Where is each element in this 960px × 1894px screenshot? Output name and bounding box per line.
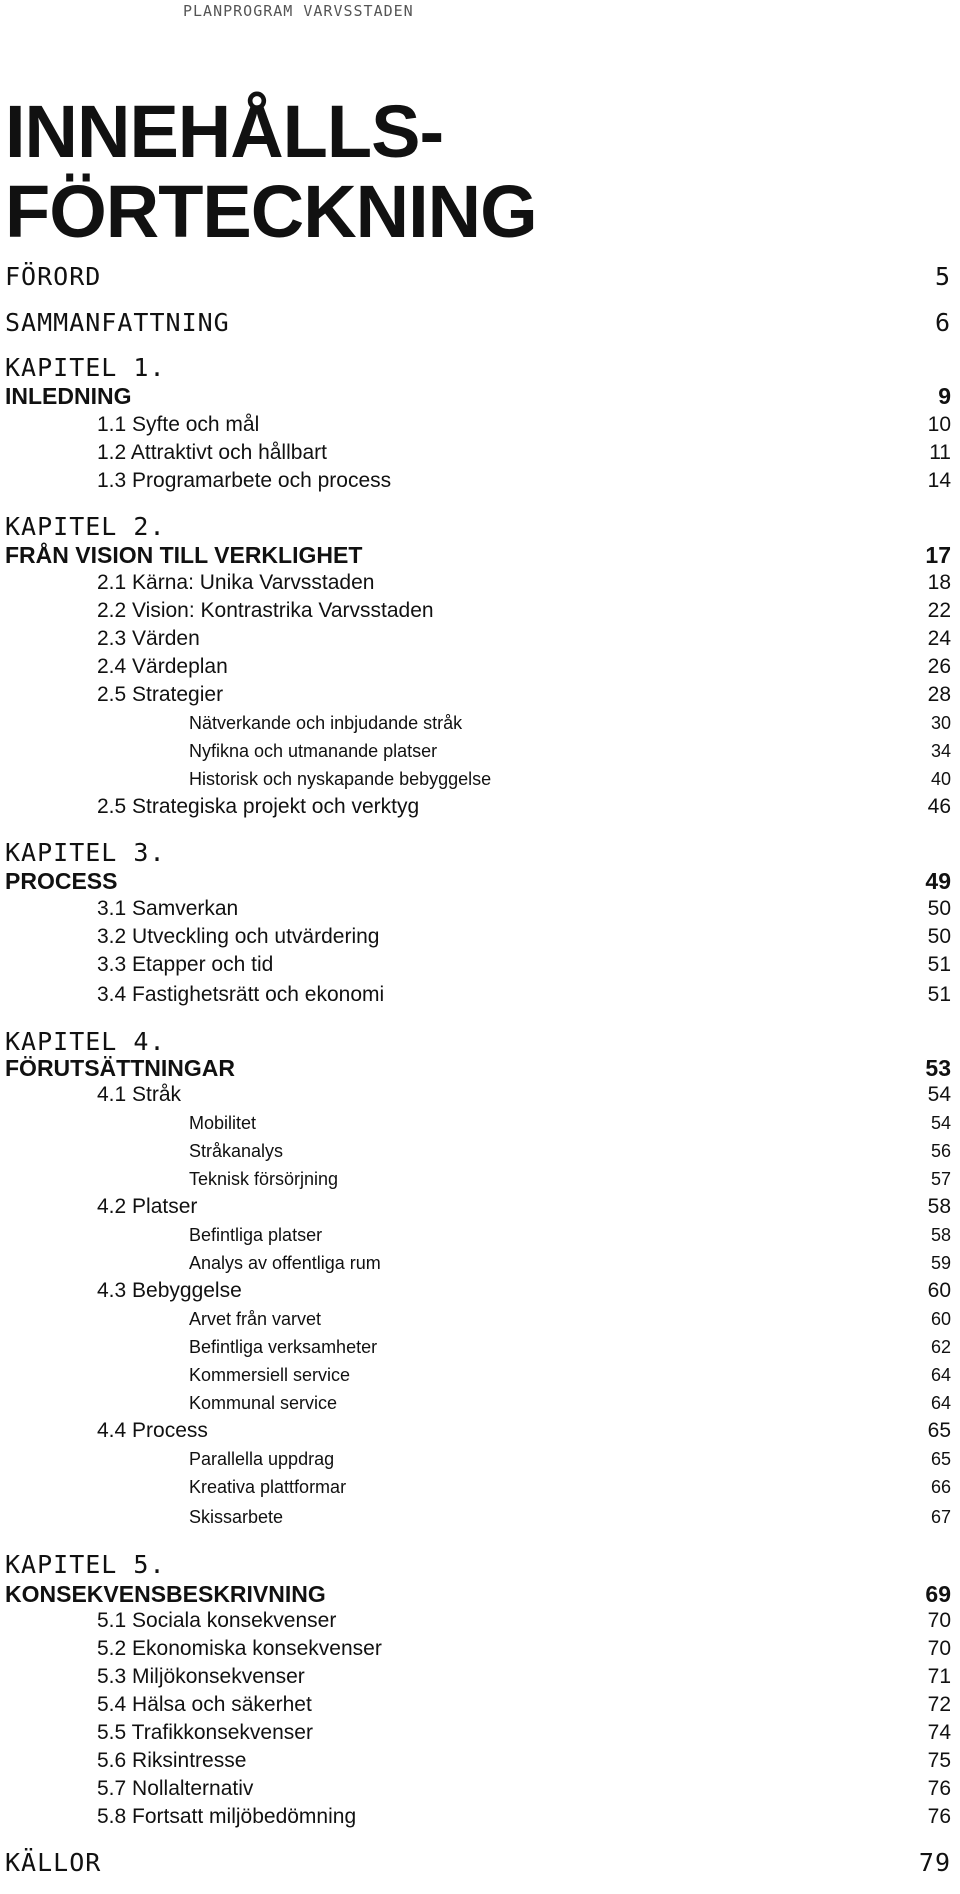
toc-entry-label: 2.1 Kärna: Unika Varvsstaden bbox=[97, 571, 375, 594]
toc-entry-label: 5.8 Fortsatt miljöbedömning bbox=[97, 1805, 357, 1828]
toc-page-number: 76 bbox=[927, 1777, 951, 1800]
toc-entry-label: 1.1 Syfte och mål bbox=[97, 413, 260, 436]
toc-entry-label: 4.2 Platser bbox=[97, 1195, 198, 1218]
toc-page-number: 70 bbox=[927, 1609, 951, 1632]
toc-entry-label: 5.6 Riksintresse bbox=[97, 1749, 247, 1772]
toc-entry-label: 3.4 Fastighetsrätt och ekonomi bbox=[97, 983, 385, 1006]
toc-entry-label: 4.4 Process bbox=[97, 1419, 208, 1442]
toc-page-number: 50 bbox=[927, 925, 951, 948]
toc-page-number: 66 bbox=[930, 1477, 951, 1497]
toc-page-number: 67 bbox=[930, 1507, 951, 1527]
toc-entry-label: 5.5 Trafikkonsekvenser bbox=[97, 1721, 313, 1744]
toc-entry-label: Historisk och nyskapande bebyggelse bbox=[189, 769, 492, 789]
toc-page-number: 79 bbox=[918, 1848, 951, 1877]
toc-page-number: 28 bbox=[927, 683, 951, 706]
toc-page-number: 51 bbox=[927, 953, 951, 976]
toc-page-number: 46 bbox=[927, 795, 951, 818]
toc-page-number: 54 bbox=[930, 1113, 951, 1133]
toc-page-number: 22 bbox=[927, 599, 951, 622]
toc-entry-label: 5.4 Hälsa och säkerhet bbox=[97, 1693, 312, 1716]
toc-entry-label: Kreativa plattformar bbox=[189, 1477, 347, 1497]
toc-entry-label: Stråkanalys bbox=[189, 1141, 284, 1161]
toc-entry-label: 4.1 Stråk bbox=[97, 1083, 182, 1106]
toc-page-number: 76 bbox=[927, 1805, 951, 1828]
toc-entry-label: FÖRORD bbox=[5, 262, 102, 291]
toc-page-number: 58 bbox=[927, 1195, 951, 1218]
toc-entry-label: 3.3 Etapper och tid bbox=[97, 953, 274, 976]
toc-entry-label: Befintliga platser bbox=[189, 1225, 323, 1245]
toc-entry-label: 2.5 Strategiska projekt och verktyg bbox=[97, 795, 420, 818]
toc-entry-label: INLEDNING bbox=[5, 383, 132, 409]
toc-entry-label: KÄLLOR bbox=[5, 1848, 102, 1877]
toc-entry-label: Skissarbete bbox=[189, 1507, 284, 1527]
toc-entry-label: Analys av offentliga rum bbox=[189, 1253, 381, 1273]
toc-page-number: 65 bbox=[930, 1449, 951, 1469]
toc-entry-label: Parallella uppdrag bbox=[189, 1449, 335, 1469]
toc-entry-label: KONSEKVENSBESKRIVNING bbox=[5, 1581, 326, 1607]
toc-page-number: 51 bbox=[927, 983, 951, 1006]
toc-entry-label: 1.2 Attraktivt och hållbart bbox=[97, 441, 327, 464]
toc-page-number: 26 bbox=[927, 655, 951, 678]
toc-entry-label: Kommunal service bbox=[189, 1393, 338, 1413]
toc-entry-label: 5.1 Sociala konsekvenser bbox=[97, 1609, 337, 1632]
toc-page-number: 11 bbox=[929, 441, 951, 464]
toc-page-number: 34 bbox=[930, 741, 951, 761]
toc-entry-label: 2.5 Strategier bbox=[97, 683, 224, 706]
toc-entry-label: 4.3 Bebyggelse bbox=[97, 1279, 242, 1302]
toc-entry-label: Teknisk försörjning bbox=[189, 1169, 339, 1189]
toc-entry-label: FÖRUTSÄTTNINGAR bbox=[5, 1055, 235, 1081]
toc-page-number: 74 bbox=[927, 1721, 951, 1744]
toc-page-number: 59 bbox=[930, 1253, 951, 1273]
toc-entry-label: KAPITEL 5. bbox=[5, 1550, 166, 1579]
page-title bbox=[5, 92, 537, 252]
toc-entry-label: 3.2 Utveckling och utvärdering bbox=[97, 925, 380, 948]
page-title-line-2: FÖRTECKNING bbox=[5, 170, 537, 253]
toc-page-number: 71 bbox=[927, 1665, 951, 1688]
toc-entry-label: 5.7 Nollalternativ bbox=[97, 1777, 254, 1800]
toc-page-number: 56 bbox=[930, 1141, 951, 1161]
toc-page-number: 75 bbox=[927, 1749, 951, 1772]
toc-page-number: 50 bbox=[927, 897, 951, 920]
toc-page-number: 64 bbox=[930, 1393, 951, 1413]
toc-page-number: 24 bbox=[927, 627, 951, 650]
toc-page-number: 54 bbox=[927, 1083, 951, 1106]
toc-page-number: 14 bbox=[927, 469, 951, 492]
toc-page-number: 57 bbox=[930, 1169, 951, 1189]
toc-entry-label: PROCESS bbox=[5, 868, 118, 894]
toc-entry-label: KAPITEL 3. bbox=[5, 838, 166, 867]
toc-entry-label: 1.3 Programarbete och process bbox=[97, 469, 392, 492]
toc-entry-label: Nyfikna och utmanande platser bbox=[189, 741, 438, 761]
toc-entry-label: 2.2 Vision: Kontrastrika Varvsstaden bbox=[97, 599, 434, 622]
page-title-line-1: INNEHÅLLS- bbox=[5, 90, 444, 173]
toc-page-number: 69 bbox=[925, 1581, 951, 1607]
toc-entry-label: Mobilitet bbox=[189, 1113, 257, 1133]
toc-page-number: 18 bbox=[927, 571, 951, 594]
toc-page-number: 72 bbox=[927, 1693, 951, 1716]
toc-entry-label: KAPITEL 2. bbox=[5, 512, 166, 541]
toc-page-number: 9 bbox=[938, 383, 951, 409]
toc-page-number: 70 bbox=[927, 1637, 951, 1660]
toc-page-number: 64 bbox=[930, 1365, 951, 1385]
toc-entry-label: 5.2 Ekonomiska konsekvenser bbox=[97, 1637, 382, 1660]
toc-entry-label: Nätverkande och inbjudande stråk bbox=[189, 713, 463, 733]
toc-page-number: 30 bbox=[930, 713, 951, 733]
toc-page-number: 60 bbox=[930, 1309, 951, 1329]
toc-page-number: 17 bbox=[925, 542, 951, 568]
running-header: PLANPROGRAM VARVSSTADEN bbox=[183, 2, 414, 20]
toc-entry-label: Arvet från varvet bbox=[189, 1309, 322, 1329]
toc-entry-label: FRÅN VISION TILL VERKLIGHET bbox=[5, 542, 363, 568]
toc-page-number: 65 bbox=[927, 1419, 951, 1442]
toc-page-number: 5 bbox=[934, 262, 951, 291]
toc-entry-label: Kommersiell service bbox=[189, 1365, 351, 1385]
toc-page-number: 58 bbox=[930, 1225, 951, 1245]
toc-entry-label: 3.1 Samverkan bbox=[97, 897, 239, 920]
toc-entry-label: SAMMANFATTNING bbox=[5, 308, 230, 337]
toc-entry-label: 2.3 Värden bbox=[97, 627, 200, 650]
toc-page-number: 62 bbox=[930, 1337, 951, 1357]
toc-page-number: 6 bbox=[934, 308, 951, 337]
toc-entry-label: KAPITEL 4. bbox=[5, 1027, 166, 1056]
toc-entry-label: Befintliga verksamheter bbox=[189, 1337, 378, 1357]
toc-page-number: 49 bbox=[925, 868, 951, 894]
toc-page-number: 10 bbox=[927, 413, 951, 436]
toc-entry-label: 5.3 Miljökonsekvenser bbox=[97, 1665, 305, 1688]
toc-entry-label: KAPITEL 1. bbox=[5, 353, 166, 382]
toc-entry-label: 2.4 Värdeplan bbox=[97, 655, 228, 678]
toc-page-number: 40 bbox=[930, 769, 951, 789]
toc-page-number: 53 bbox=[925, 1055, 951, 1081]
toc-page-number: 60 bbox=[927, 1279, 951, 1302]
